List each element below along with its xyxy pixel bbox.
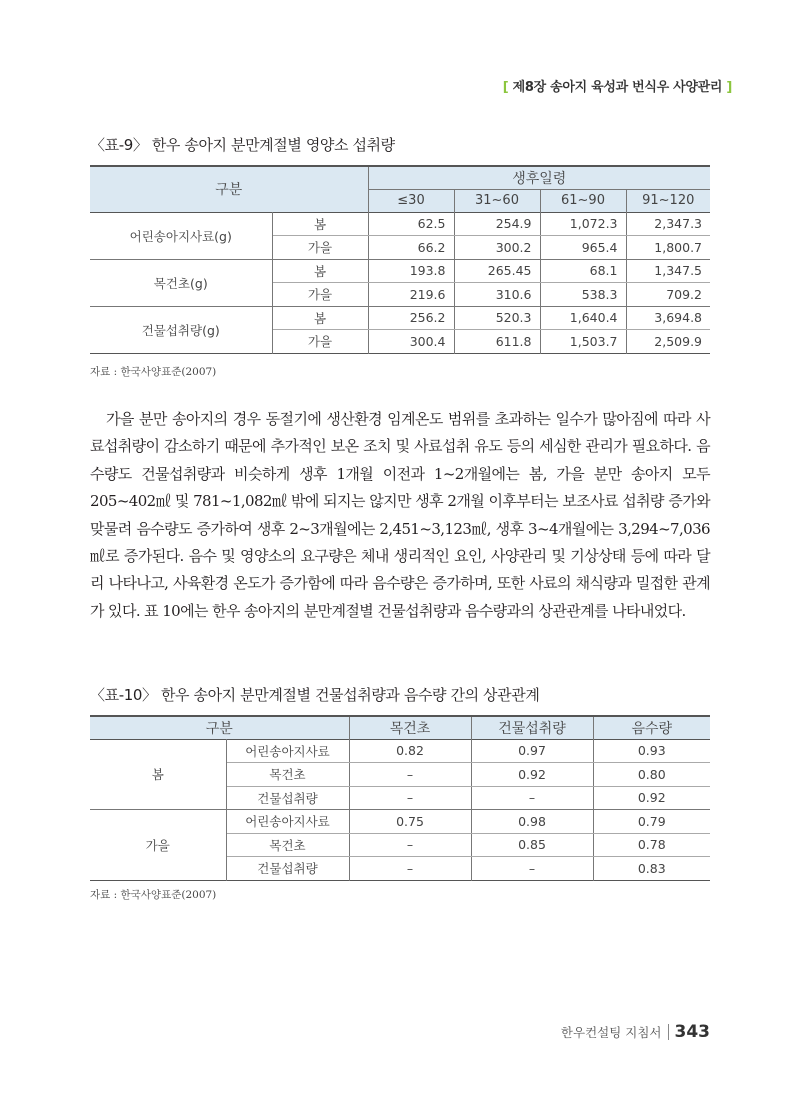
table10-value: 0.82 (349, 739, 471, 763)
footer-divider (668, 1024, 669, 1040)
table9-value: 256.2 (368, 306, 454, 330)
table10-value: 0.98 (471, 810, 593, 834)
page-number: 343 (674, 1022, 710, 1042)
table9-header-age: 생후일령 (368, 166, 710, 189)
table10-value: 0.78 (593, 833, 710, 857)
table9-value: 300.4 (368, 330, 454, 354)
table9 (90, 165, 710, 354)
table9-value: 1,800.7 (654, 239, 702, 255)
table9-value: 1,640.4 (540, 306, 626, 330)
table-row (90, 212, 710, 236)
table10-value: – (471, 857, 593, 881)
table10-item: 어린송아지사료 (226, 739, 349, 763)
table9-value: 68.1 (540, 259, 626, 283)
table9-age-col: 91~120 (642, 193, 695, 208)
table10-item: 건물섭취량 (226, 786, 349, 810)
table10-item: 목건초 (226, 833, 349, 857)
table9-header-group: 구분 (90, 166, 368, 212)
table10-header: 목건초 (349, 716, 471, 739)
table10 (90, 715, 710, 881)
bracket-right: ] (726, 80, 732, 95)
table9-value: 300.2 (454, 236, 540, 260)
table9-season: 가을 (272, 330, 368, 354)
table9-value: 193.8 (368, 259, 454, 283)
table10-season: 봄 (90, 739, 226, 810)
table9-value: 219.6 (368, 283, 454, 307)
table9-category: 목건초(g) (90, 259, 272, 306)
table9-season: 가을 (272, 283, 368, 307)
table10-header: 구분 (90, 716, 349, 739)
table9-value: 66.2 (368, 236, 454, 260)
table10-item: 어린송아지사료 (226, 810, 349, 834)
table9-category: 어린송아지사료(g) (90, 212, 272, 259)
table9-value: 1,072.3 (540, 212, 626, 236)
table10-value: – (349, 763, 471, 787)
table9-value: 611.8 (454, 330, 540, 354)
table10-item: 목건초 (226, 763, 349, 787)
table9-season: 봄 (272, 306, 368, 330)
table9-value: 310.6 (454, 283, 540, 307)
table9-value: 520.3 (454, 306, 540, 330)
table-row (90, 259, 710, 283)
table9-value: 709.2 (666, 286, 702, 302)
table9-category: 건물섭취량(g) (90, 306, 272, 353)
table10-value: 0.83 (637, 860, 666, 876)
table9-source: 자료 : 한국사양표준(2007) (90, 366, 217, 378)
table9-age-col: 61~90 (540, 189, 626, 212)
table9-value: 3,694.8 (626, 306, 710, 330)
table9-season: 봄 (272, 259, 368, 283)
table9-value: 62.5 (368, 212, 454, 236)
bracket-left: [ (502, 80, 509, 95)
table10-caption: 〈표-10〉 한우 송아지 분만계절별 건물섭취량과 음수량 간의 상관관계 (90, 686, 540, 704)
table10-item: 건물섭취량 (226, 857, 349, 881)
table9-value: 2,347.3 (626, 212, 710, 236)
table-row (90, 306, 710, 330)
body-text (90, 406, 710, 625)
table10-header: 음수량 (631, 720, 673, 737)
table9-age-col: ≤30 (368, 189, 454, 212)
table-row (90, 810, 710, 834)
table10-value: 0.85 (471, 833, 593, 857)
body-paragraph: 가을 분만 송아지의 경우 동절기에 생산환경 임계온도 범위를 초과하는 일수가 많아짐에 따라 사료섭취량이 감소하기 때문에 추가적인 보온 조치 및 사료섭취 유도 등의 세심한 관리가 필요하다. 음수량도 건물섭취량과 비슷하게 생후 1개월 이전과 1~2개월에는 봄, 가을 분만 송아지 모두 205~402㎖ 및 781~1,082㎖ 밖에 되지는 않지만 생후 2개월 이후부터는 보조사료 섭취량 증가와 맞물려 음수량도 증가하여 생후 2~3개월에는 2,451~3,123㎖, 생후 3~4개월에는 3,294~7,036㎖로 증가된다. 음수 및 영양소의 요구량은 체내 생리적인 요인, 사양관리 및 기상상태 등에 따라 달리 나타나고, 사육환경 온도가 증가함에 따라 음수량은 증가하며, 또한 사료의 채식량과 밀접한 관계가 있다. 표 10에는 한우 송아지의 분만계절별 건물섭취량과 음수량과의 상관관계를 나타내었다. (90, 410, 710, 620)
table10-value: 0.92 (471, 763, 593, 787)
table10-season: 가을 (90, 810, 226, 881)
table9-value: 2,509.9 (654, 333, 702, 349)
book-title: 한우컨설팅 지침서 (560, 1025, 662, 1040)
table9-value: 965.4 (540, 236, 626, 260)
table9-caption: 〈표-9〉 한우 송아지 분만계절별 영양소 섭취량 (90, 136, 395, 154)
table10-value: 0.97 (471, 739, 593, 763)
table9-value: 1,503.7 (540, 330, 626, 354)
table9-season: 봄 (272, 212, 368, 236)
table-row (90, 739, 710, 763)
table9-value: 265.45 (454, 259, 540, 283)
table10-value: 0.79 (593, 810, 710, 834)
table9-value: 538.3 (540, 283, 626, 307)
table10-value: 0.75 (349, 810, 471, 834)
table10-value: – (471, 786, 593, 810)
table10-value: 0.80 (593, 763, 710, 787)
table9-value: 1,347.5 (626, 259, 710, 283)
table9-age-col: 31~60 (454, 189, 540, 212)
table10-source: 자료 : 한국사양표준(2007) (90, 889, 217, 901)
chapter-title: 제8장 송아지 육성과 번식우 사양관리 (512, 80, 723, 95)
table10-value: – (349, 857, 471, 881)
table10-header: 건물섭취량 (471, 716, 593, 739)
table10-value: 0.92 (637, 790, 666, 806)
table9-season: 가을 (272, 236, 368, 260)
chapter-header (503, 76, 732, 95)
page-footer (561, 1022, 710, 1042)
table10-value: 0.93 (593, 739, 710, 763)
table10-value: – (349, 786, 471, 810)
table9-value: 254.9 (454, 212, 540, 236)
table10-value: – (349, 833, 471, 857)
